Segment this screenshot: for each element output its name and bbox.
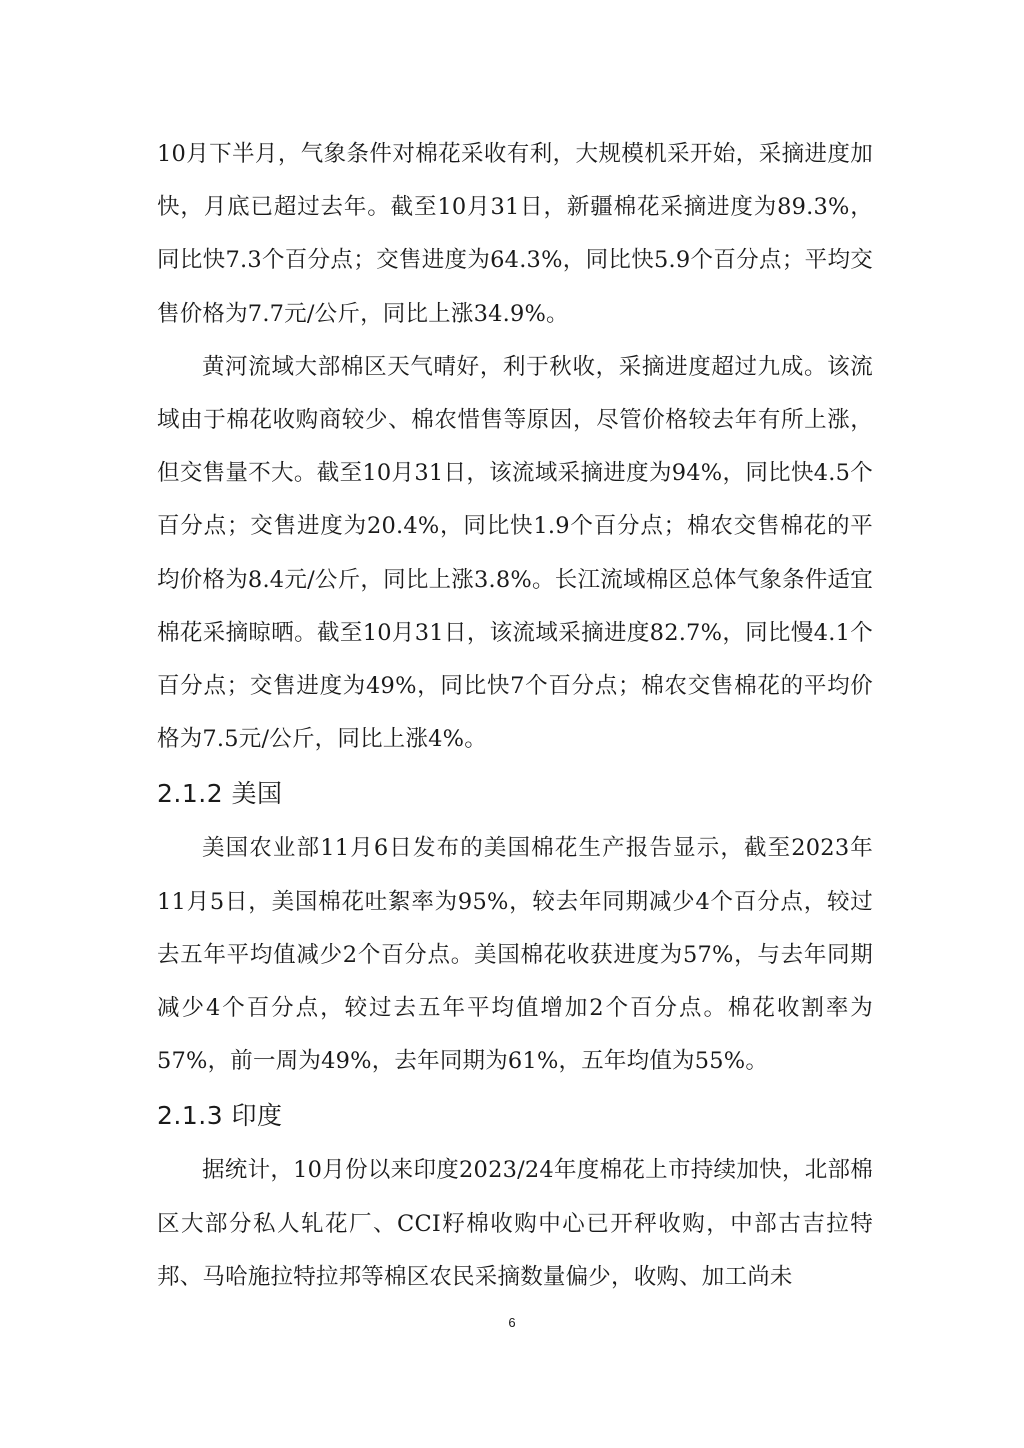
section-heading-usa: 2.1.2 美国: [157, 779, 283, 809]
page-number: 6: [508, 1315, 516, 1330]
paragraph-xinjiang-progress: 10月下半月，气象条件对棉花采收有利，大规模机采开始，采摘进度加快，月底已超过去年。截至10月31日，新疆棉花采摘进度为89.3%，同比快7.3个百分点；交售进度为64.3%，同比快5.9个百分点；平均交售价格为7.7元/公斤，同比上涨34.9%。: [157, 141, 873, 327]
paragraph-india-market: 据统计，10月份以来印度2023/24年度棉花上市持续加快，北部棉区大部分私人轧花厂、CCI籽棉收购中心已开秤收购，中部古吉拉特邦、马哈施拉特拉邦等棉区农民采摘数量偏少，收购、加工尚未: [157, 1157, 873, 1290]
paragraph-usa-report: 美国农业部11月6日发布的美国棉花生产报告显示，截至2023年11月5日，美国棉花吐絮率为95%，较去年同期减少4个百分点，较过去五年平均值减少2个百分点。美国棉花收获进度为57%，与去年同期减少4个百分点，较过去五年平均值增加2个百分点。棉花收割率为57%，前一周为49%，去年同期为61%，五年均值为55%。: [157, 835, 873, 1075]
section-heading-india: 2.1.3 印度: [157, 1101, 283, 1131]
document-body: [157, 128, 873, 1304]
paragraph-yellow-yangtze-river: 黄河流域大部棉区天气晴好，利于秋收，采摘进度超过九成。该流域由于棉花收购商较少、棉农惜售等原因，尽管价格较去年有所上涨，但交售量不大。截至10月31日，该流域采摘进度为94%，同比快4.5个百分点；交售进度为20.4%，同比快1.9个百分点；棉农交售棉花的平均价格为8.4元/公斤，同比上涨3.8%。长江流域棉区总体气象条件适宜棉花采摘晾晒。截至10月31日，该流域采摘进度82.7%，同比慢4.1个百分点；交售进度为49%，同比快7个百分点；棉农交售棉花的平均价格为7.5元/公斤，同比上涨4%。: [157, 353, 873, 753]
